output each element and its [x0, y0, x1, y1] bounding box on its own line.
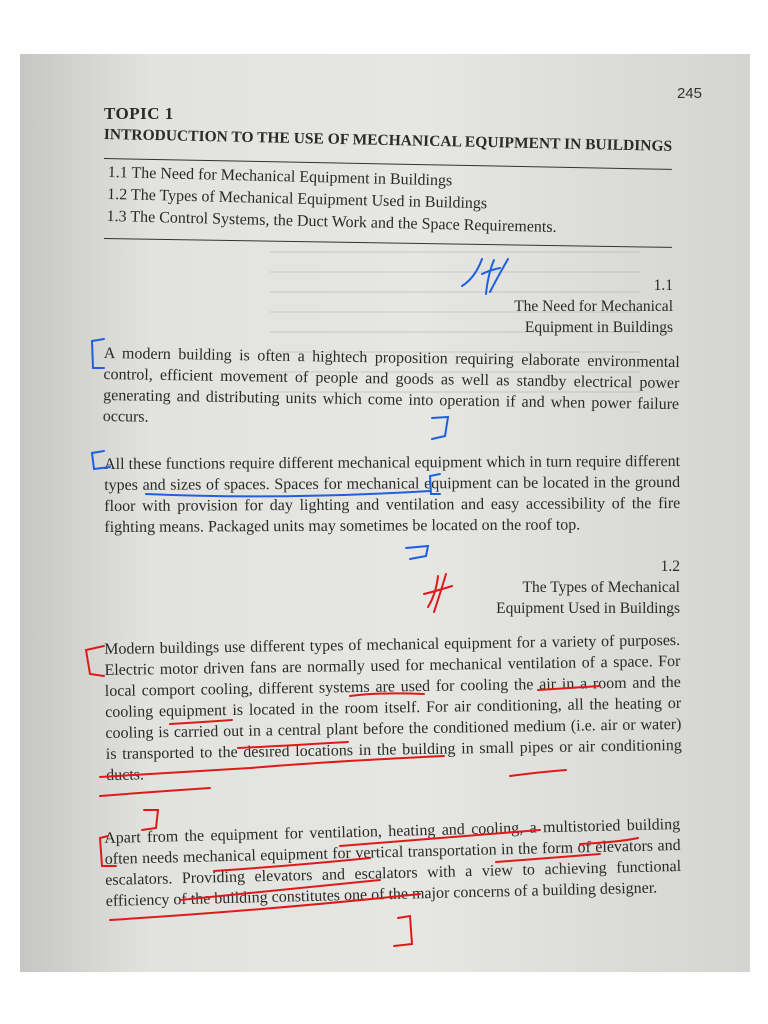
paragraph-2: All these functions require different mechanical equipment which in turn require different types and sizes of spaces. Spaces for mechanical equipment can be located in the ground floor with provision for day lighting and ventilation and easy accessibility of the fire fighting means. Packaged units may sometimes be located on the roof top. — [104, 452, 681, 536]
red-open-bracket — [100, 836, 116, 866]
red-underline — [238, 742, 348, 748]
book-page-photo — [20, 54, 750, 972]
blue-underline — [146, 491, 430, 496]
red-underline — [110, 894, 420, 920]
red-close-bracket — [142, 810, 158, 830]
section-number: 1.1 — [653, 277, 673, 294]
page-number: 245 — [676, 85, 702, 102]
section-title-line: Equipment in Buildings — [524, 319, 673, 336]
section-number: 1.2 — [660, 558, 680, 575]
red-underline — [100, 756, 444, 777]
paragraph-1: A modern building is often a hightech proposition requiring elaborate environmental control, efficient movement of people and goods as well as standby electrical power generating and distributing units which come into operation if and when power failure occurs. — [102, 344, 680, 426]
toc-item: 1.3 The Control Systems, the Duct Work and the Space Requirements. — [106, 207, 557, 236]
red-underline — [580, 838, 638, 844]
red-underline — [350, 693, 424, 696]
red-open-bracket — [86, 646, 104, 676]
blue-mid-bracket — [430, 474, 440, 494]
main-title: INTRODUCTION TO THE USE OF MECHANICAL EQUIPMENT IN BUILDINGS — [103, 126, 673, 155]
section-title-line: The Types of Mechanical — [522, 579, 680, 596]
red-underline — [340, 830, 540, 846]
red-underline — [180, 880, 380, 900]
red-underline — [538, 686, 600, 690]
red-check-mark — [424, 574, 452, 612]
paragraph-3: Modern buildings use different types of mechanical equipment for a variety of purposes. Electric motor driven fans are normally used for mechanical ventilation of a space. For local comport cooling, different systems are used for cooling the air in a room and the cooling equipment is located in the room itself. For air conditioning, all the heating or cooling is carried out in a central plant before the conditioned medium (i.e. air or water) is transported to the desired locations in the building in small pipes or air conditioning ducts. — [104, 631, 682, 784]
blue-close-bracket — [406, 546, 428, 559]
red-close-bracket — [394, 916, 412, 946]
section-title-line: Equipment Used in Buildings — [496, 600, 680, 617]
section-title-line: The Need for Mechanical — [514, 298, 673, 315]
red-underline — [496, 854, 600, 862]
toc-item: 1.1 The Need for Mechanical Equipment in Buildings — [107, 163, 453, 190]
blue-check-mark — [462, 259, 508, 294]
blue-open-bracket — [92, 339, 104, 368]
topic-label: TOPIC 1 — [104, 104, 174, 123]
red-underline — [170, 720, 232, 724]
paragraph-4: Apart from the equipment for ventilation, heating and cooling, a multistoried building often needs mechanical equipment for vertical transportation in the form of elevators and escalators. Providing elevators and escalators with a view to achieving functional efficiency of the building constitutes one of the major concerns of a building designer. — [104, 815, 682, 910]
blue-open-bracket — [92, 451, 110, 469]
blue-close-bracket — [432, 417, 448, 439]
toc-item: 1.2 The Types of Mechanical Equipment Used in Buildings — [106, 185, 488, 213]
handwritten-annotations — [20, 54, 750, 972]
red-underline — [510, 770, 566, 776]
red-underline — [214, 858, 370, 871]
red-underline — [100, 788, 210, 796]
